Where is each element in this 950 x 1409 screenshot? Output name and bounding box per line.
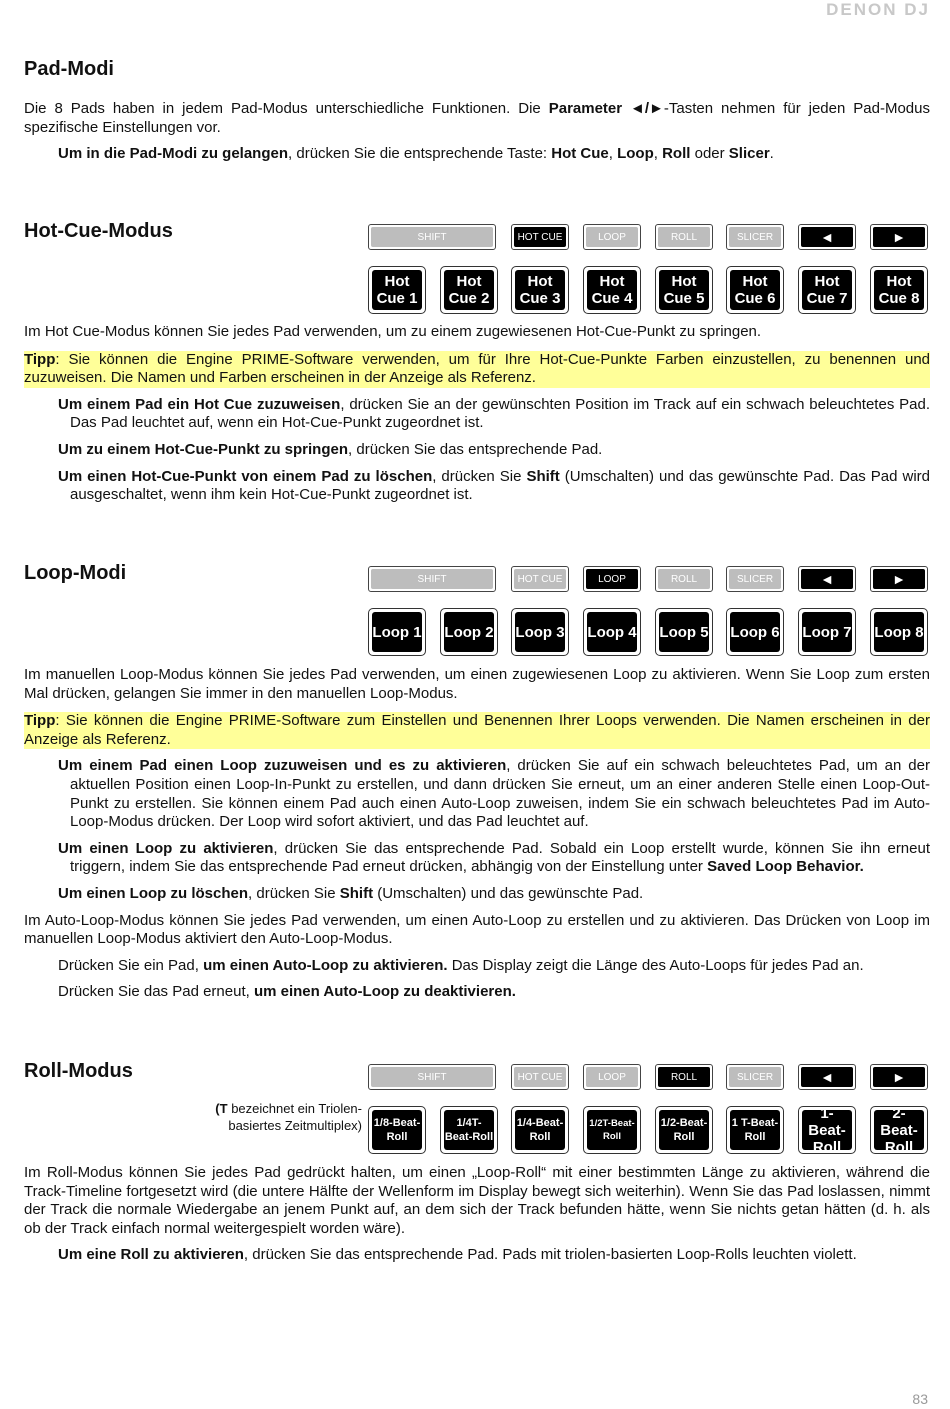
pad-label: Loop 3 — [515, 612, 565, 652]
pad-label: 1/8-Beat-Roll — [372, 1110, 422, 1150]
pad-6[interactable] — [726, 266, 784, 314]
pad-label: Loop 5 — [659, 612, 709, 652]
roll-step-activate: Um eine Roll zu aktivieren, drücken Sie das entsprechende Pad. Pads mit triolen-basierten Loop-Rolls leuchten violett. — [58, 1246, 857, 1264]
pad-5[interactable] — [655, 608, 713, 656]
shift-button-label: SHIFT — [371, 569, 493, 589]
pad-label: 1-Beat-Roll — [802, 1110, 852, 1150]
pad-4[interactable] — [583, 608, 641, 656]
section-title-roll: Roll-Modus — [24, 1060, 133, 1082]
pad-label: 1 T-Beat-Roll — [730, 1110, 780, 1150]
hot-cue-button-label: HOT CUE — [514, 227, 566, 247]
slicer-button-label: SLICER — [729, 1067, 781, 1087]
pad-label: 1/2T-Beat-Roll — [587, 1110, 637, 1150]
parameter-right-button[interactable] — [870, 566, 928, 592]
roll-button[interactable] — [655, 1064, 713, 1090]
slicer-button-label: SLICER — [729, 227, 781, 247]
pad-modes-intro: Die 8 Pads haben in jedem Pad-Modus unterschiedliche Funktionen. Die Parameter ◄/►-Tasten nehmen für jeden Pad-Modus spezifische Einstellungen vor. — [24, 100, 930, 136]
slicer-button[interactable] — [726, 224, 784, 250]
loop-intro: Im manuellen Loop-Modus können Sie jedes Pad verwenden, um einen zugewiesenen Loop zu aktivieren. Wenn Sie Loop zum ersten Mal drücken, gelangen Sie immer in den manuellen Loop-Modus. — [24, 666, 930, 702]
pad-label: 1/4T-Beat-Roll — [444, 1110, 494, 1150]
pad-label: Hot Cue 1 — [372, 270, 422, 310]
hot-cue-intro: Im Hot Cue-Modus können Sie jedes Pad verwenden, um zu einem zugewiesenen Hot-Cue-Punkt zu springen. — [24, 323, 762, 340]
loop-step-delete: Um einen Loop zu löschen, drücken Sie Shift (Umschalten) und das gewünschte Pad. — [58, 884, 644, 902]
triangle-right-icon: ► — [873, 569, 925, 589]
loop-button-label: LOOP — [586, 1067, 638, 1087]
auto-loop-step-deactivate: Drücken Sie das Pad erneut, um einen Auto-Loop zu deaktivieren. — [58, 983, 516, 1001]
hot-cue-step-delete: Um einen Hot-Cue-Punkt von einem Pad zu löschen, drücken Sie Shift (Umschalten) und das gewünschte Pad. Das Pad wird ausgeschaltet, wenn ihm kein Hot-Cue-Punkt zugeordnet ist. — [58, 467, 930, 504]
pad-label: Hot Cue 3 — [515, 270, 565, 310]
pad-label: Loop 8 — [874, 612, 924, 652]
pad-2[interactable] — [440, 266, 498, 314]
section-title-hot-cue: Hot-Cue-Modus — [24, 220, 173, 242]
pad-label: Hot Cue 5 — [659, 270, 709, 310]
roll-button[interactable] — [655, 224, 713, 250]
triangle-right-icon: ► — [873, 1067, 925, 1087]
pad-label: 1/4-Beat-Roll — [515, 1110, 565, 1150]
pad-1[interactable] — [368, 608, 426, 656]
loop-button-label: LOOP — [586, 569, 638, 589]
triangle-left-icon: ◄ — [801, 1067, 853, 1087]
roll-button-label: ROLL — [658, 227, 710, 247]
pad-label: Hot Cue 2 — [444, 270, 494, 310]
pad-label: 1/2-Beat-Roll — [659, 1110, 709, 1150]
shift-button-label: SHIFT — [371, 1067, 493, 1087]
pad-3[interactable] — [511, 608, 569, 656]
loop-button[interactable] — [583, 1064, 641, 1090]
loop-button[interactable] — [583, 224, 641, 250]
pad-label: Loop 7 — [802, 612, 852, 652]
pad-3[interactable] — [511, 266, 569, 314]
shift-button[interactable] — [368, 224, 496, 250]
pad-7[interactable] — [798, 608, 856, 656]
hot-cue-tip: Tipp: Sie können die Engine PRIME-Software verwenden, um für Ihre Hot-Cue-Punkte Farben einzustellen, zu benennen und zuzuweisen. Die Namen und Farben erscheinen in der Anzeige als Referenz. — [24, 350, 930, 387]
brand-logo: DENON DJ — [826, 0, 930, 19]
roll-button[interactable] — [655, 566, 713, 592]
triangle-right-icon: ► — [873, 227, 925, 247]
pad-7[interactable] — [798, 266, 856, 314]
pad-8[interactable] — [870, 1106, 928, 1154]
pad-6[interactable] — [726, 1106, 784, 1154]
roll-button-label: ROLL — [658, 1067, 710, 1087]
pad-5[interactable] — [655, 266, 713, 314]
pad-8[interactable] — [870, 608, 928, 656]
hot-cue-button[interactable] — [511, 1064, 569, 1090]
parameter-right-button[interactable] — [870, 224, 928, 250]
pad-2[interactable] — [440, 608, 498, 656]
pad-6[interactable] — [726, 608, 784, 656]
pad-5[interactable] — [655, 1106, 713, 1154]
slicer-button[interactable] — [726, 566, 784, 592]
shift-button[interactable] — [368, 566, 496, 592]
hot-cue-step-jump: Um zu einem Hot-Cue-Punkt zu springen, drücken Sie das entsprechende Pad. — [58, 440, 603, 458]
pad-label: Hot Cue 6 — [730, 270, 780, 310]
triangle-left-icon: ◄ — [801, 227, 853, 247]
parameter-left-button[interactable] — [798, 566, 856, 592]
shift-button[interactable] — [368, 1064, 496, 1090]
pad-label: Loop 6 — [730, 612, 780, 652]
loop-button[interactable] — [583, 566, 641, 592]
parameter-right-button[interactable] — [870, 1064, 928, 1090]
loop-tip: Tipp: Sie können die Engine PRIME-Software zum Einstellen und Benennen Ihrer Loops verwenden. Die Namen erscheinen in der Anzeige als Referenz. — [24, 712, 930, 748]
pad-3[interactable] — [511, 1106, 569, 1154]
pad-4[interactable] — [583, 1106, 641, 1154]
hot-cue-button[interactable] — [511, 566, 569, 592]
roll-button-label: ROLL — [658, 569, 710, 589]
roll-intro: Im Roll-Modus können Sie jedes Pad gedrückt halten, um einen „Loop-Roll“ mit einer bestimmten Länge zu aktivieren, während die Track-Timeline fortgesetzt wird (die untere Hälfte der Wellenform im Display bewegt sich weiterhin). Wenn Sie das Pad loslassen, nimmt der Track die normale Wiedergabe an jenem Punkt auf, an dem sich der Track befunden hätte, wenn Sie nichts getan hätten (d. h. als ob der Track einfach normal weitergespielt worden wäre). — [24, 1164, 930, 1237]
pad-label: Hot Cue 4 — [587, 270, 637, 310]
section-title-loop: Loop-Modi — [24, 562, 127, 584]
triangle-left-icon: ◄ — [801, 569, 853, 589]
pad-label: Hot Cue 7 — [802, 270, 852, 310]
section-title-pad-modes: Pad-Modi — [24, 58, 114, 80]
pad-label: 2-Beat-Roll — [874, 1110, 924, 1150]
slicer-button[interactable] — [726, 1064, 784, 1090]
pad-label: Loop 2 — [444, 612, 494, 652]
hot-cue-button-label: HOT CUE — [514, 569, 566, 589]
pad-1[interactable] — [368, 266, 426, 314]
auto-loop-intro: Im Auto-Loop-Modus können Sie jedes Pad verwenden, um einen Auto-Loop zu erstellen und zu aktivieren. Das Drücken von Loop im manuellen Loop-Modus aktiviert den Auto-Loop-Modus. — [24, 911, 930, 948]
parameter-left-button[interactable] — [798, 224, 856, 250]
pad-label: Loop 1 — [372, 612, 422, 652]
parameter-left-button[interactable] — [798, 1064, 856, 1090]
triplet-note: (T bezeichnet ein Triolen-basiertes Zeitmultiplex) — [215, 1101, 362, 1133]
pad-modes-step: Um in die Pad-Modi zu gelangen, drücken Sie die entsprechende Taste: Hot Cue, Loop, Roll oder Slicer. — [58, 145, 774, 163]
pad-4[interactable] — [583, 266, 641, 314]
loop-step-activate: Um einen Loop zu aktivieren, drücken Sie das entsprechende Pad. Sobald ein Loop erstellt wurde, können Sie ihn erneut triggern, indem Sie das entsprechende Pad erneut drücken, abhängig von der Einstellung unter Saved Loop Behavior. — [58, 839, 931, 876]
loop-step-assign: Um einem Pad einen Loop zuzuweisen und es zu aktivieren, drücken Sie auf ein schwach beleuchtetes Pad, um an der aktuellen Position einen Loop-In-Punkt zu erstellen, und dann drücken Sie erneut, um an einer anderen Stelle einen Loop-Out-Punkt zu erstellen. Sie können einem Pad auch einen Auto-Loop zuweisen, indem Sie ein schwach beleuchtetes Pad im Auto-Loop-Modus drücken. Der Loop wird sofort aktiviert, und das Pad leuchtet auf. — [58, 757, 930, 831]
hot-cue-button-label: HOT CUE — [514, 1067, 566, 1087]
pad-8[interactable] — [870, 266, 928, 314]
auto-loop-step-activate: Drücken Sie ein Pad, um einen Auto-Loop zu aktivieren. Das Display zeigt die Länge des Auto-Loops für jedes Pad an. — [58, 956, 864, 974]
pad-label: Loop 4 — [587, 612, 637, 652]
pad-1[interactable] — [368, 1106, 426, 1154]
slicer-button-label: SLICER — [729, 569, 781, 589]
hot-cue-step-assign: Um einem Pad ein Hot Cue zuzuweisen, drücken Sie an der gewünschten Position im Track auf ein schwach beleuchtetes Pad. Das Pad leuchtet auf, wenn ein Hot-Cue-Punkt zugeordnet ist. — [58, 395, 931, 432]
loop-button-label: LOOP — [586, 227, 638, 247]
page-number: 83 — [912, 1391, 928, 1407]
hot-cue-button[interactable] — [511, 224, 569, 250]
pad-label: Hot Cue 8 — [874, 270, 924, 310]
shift-button-label: SHIFT — [371, 227, 493, 247]
pad-7[interactable] — [798, 1106, 856, 1154]
pad-2[interactable] — [440, 1106, 498, 1154]
